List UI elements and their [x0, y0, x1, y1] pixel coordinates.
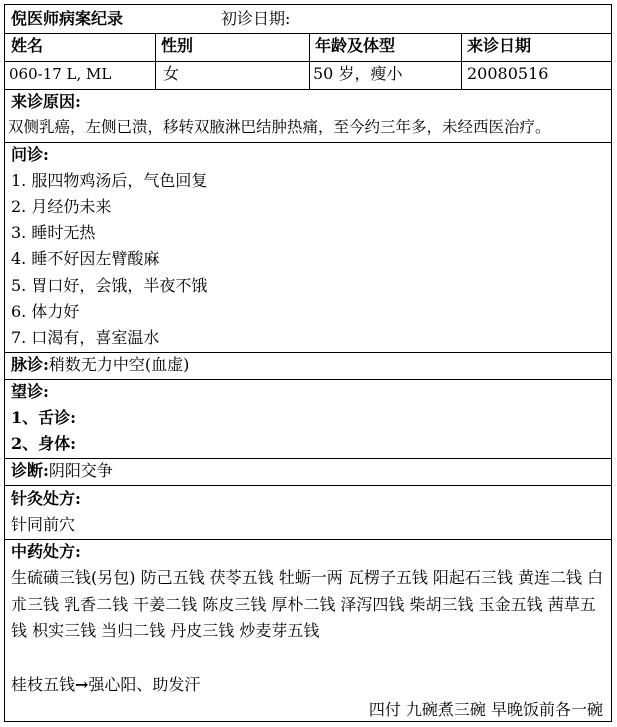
- inquiry-item: 4. 睡不好因左臂酸麻: [11, 249, 160, 268]
- arrow-right-icon: →: [75, 675, 89, 694]
- extra-herb: 桂枝五钱: [11, 675, 76, 694]
- extra-herb-row: [11, 672, 200, 698]
- patient-visit-date: 20080516: [467, 64, 549, 83]
- reason-label: 来诊原因:: [11, 92, 81, 111]
- col-name: 姓名: [11, 36, 44, 55]
- extra-herb-note: 强心阳、助发汗: [88, 675, 201, 694]
- first-visit-label: 初诊日期:: [221, 9, 291, 28]
- body-exam: 2、身体:: [11, 434, 77, 453]
- tongue-exam: 1、舌诊:: [11, 408, 77, 427]
- inquiry-label: 问诊:: [11, 145, 49, 164]
- reason-text: 双侧乳癌，左侧已溃，移转双腋淋巴结肿热痛，至今约三年多，未经西医治疗。: [8, 118, 551, 136]
- pulse-text: 稍数无力中空(血虚): [48, 355, 190, 374]
- observation-label: 望诊:: [11, 382, 49, 401]
- diagnosis-label: 诊断:: [11, 461, 49, 480]
- diagnosis-row: [11, 458, 113, 484]
- patient-id: 060-17 L, ML: [9, 65, 112, 83]
- acupuncture-text: 针同前穴: [11, 515, 76, 534]
- patient-age-build: 50 岁，瘦小: [313, 64, 403, 83]
- inquiry-item: 1. 服四物鸡汤后，气色回复: [11, 171, 208, 190]
- herbal-formula: 生硫磺三钱(另包) 防己五钱 茯苓五钱 牡蛎一两 瓦楞子五钱 阳起石三钱 黄连二钱 白朮三钱 乳香二钱 干姜二钱 陈皮三钱 厚朴二钱 泽泻四钱 柴胡三钱 玉金五钱 茜草五钱 枳实三钱 当归二钱 丹皮三钱 炒麦芽五钱: [11, 568, 604, 640]
- acupuncture-label: 针灸处方:: [11, 489, 81, 508]
- diagnosis-text: 阴阳交争: [48, 461, 113, 480]
- medical-record-form: [4, 4, 612, 722]
- dosage-instructions: 四付 九碗煮三碗 早晚饭前各一碗: [368, 700, 603, 719]
- inquiry-item: 5. 胃口好，会饿，半夜不饿: [11, 276, 208, 295]
- inquiry-item: 7. 口渴有，喜室温水: [11, 328, 160, 347]
- herbal-label: 中药处方:: [11, 542, 81, 561]
- patient-sex: 女: [163, 64, 180, 83]
- col-age-build: 年龄及体型: [315, 36, 396, 55]
- inquiry-item: 2. 月经仍未来: [11, 197, 112, 216]
- inquiry-item: 6. 体力好: [11, 302, 80, 321]
- record-title: 倪医师病案纪录: [11, 9, 124, 28]
- inquiry-item: 3. 睡时无热: [11, 223, 96, 242]
- col-sex: 性别: [161, 36, 194, 55]
- pulse-row: [11, 352, 189, 378]
- pulse-label: 脉诊:: [11, 355, 49, 374]
- col-visit-date: 来诊日期: [467, 36, 532, 55]
